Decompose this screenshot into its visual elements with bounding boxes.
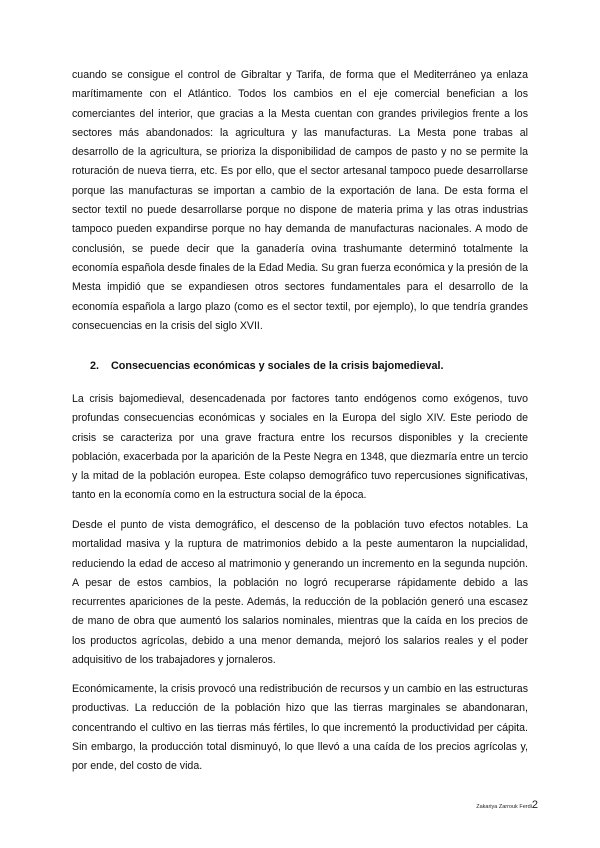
paragraph-mesta-conclusion: cuando se consigue el control de Gibraltar y Tarifa, de forma que el Mediterráneo ya enlaza marítimamente con el Atlántico. Todos los cambios en el eje comercial benefician a los comerciantes del interior, que gracias a la Mesta cuentan con grandes privilegios frente a los sectores más abandonados: la agricultura y las manufacturas. La Mesta pone trabas al desarrollo de la agricultura, se prioriza la disponibilidad de campos de pasto y no se permite la roturación de nueva tierra, etc. Es por ello, que el sector artesanal tampoco puede desarrollarse porque las manufacturas se importan a cambio de la exportación de lana. De esta forma el sector textil no puede desarrollarse porque no dispone de materia prima y las otras industrias tampoco pueden expandirse porque no hay demanda de manufacturas nacionales. A modo de conclusión, se puede decir que la ganadería ovina trashumante determinó totalmente la economía española desde finales de la Edad Media. Su gran fuerza económica y la presión de la Mesta impidió que se expandiesen otros sectores fundamentales para el desarrollo de la economía española a largo plazo (como es el sector textil, por ejemplo), lo que tendría grandes consecuencias en la crisis del siglo XVII. [72,69,528,332]
page-footer [476,799,538,811]
footer-author: Zakariya Zarrouk Ferdi [476,804,532,810]
paragraph-crisis-intro: La crisis bajomedieval, desencadenada por factores tanto endógenos como exógenos, tuvo profundas consecuencias económicas y sociales en la Europa del siglo XIV. Este periodo de crisis se caracteriza por una grave fractura entre los recursos disponibles y la creciente población, exacerbada por la aparición de la Peste Negra en 1348, que diezmaría entre un tercio y la mitad de la población europea. Este colapso demográfico tuvo repercusiones significativas, tanto en la economía como en la estructura social de la época. [72,393,528,502]
paragraph-demographic: Desde el punto de vista demográfico, el descenso de la población tuvo efectos notables. La mortalidad masiva y la ruptura de matrimonios debido a la peste aumentaron la nupcialidad, reduciendo la edad de acceso al matrimonio y generando un incremento en la segunda nupción. A pesar de estos cambios, la población no logró recuperarse rápidamente debido a las recurrentes apariciones de la peste. Además, la reducción de la población generó una escasez de mano de obra que aumentó los salarios nominales, mientras que la caída en los precios de los productos agrícolas, debido a una menor demanda, mejoró los salarios reales y el poder adquisitivo de los trabajadores y jornaleros. [72,519,528,667]
paragraph-economic: Económicamente, la crisis provocó una redistribución de recursos y un cambio en las estructuras productivas. La reducción de la población hizo que las tierras marginales se abandonaran, concentrando el cultivo en las tierras más fértiles, lo que incrementó la productividad per cápita. Sin embargo, la producción total disminuyó, lo que llevó a una caída de los precios agrícolas y, por ende, del costo de vida. [72,683,528,773]
section-title: Consecuencias económicas y sociales de la crisis bajomedieval. [111,360,444,372]
section-heading [90,358,530,374]
page-number: 2 [531,799,538,811]
section-number: 2. [90,360,100,372]
